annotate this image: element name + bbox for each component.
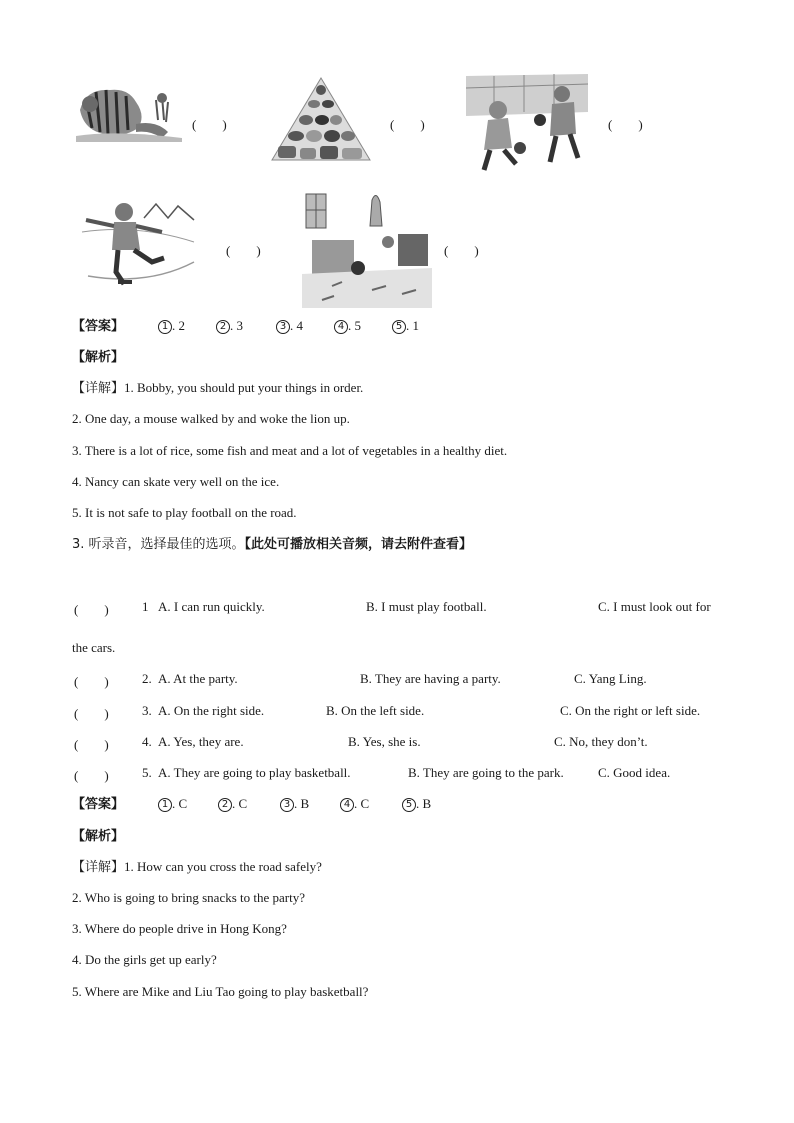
detail-line: 2. Who is going to bring snacks to the party? (72, 890, 306, 905)
tiger-lion-picture (76, 80, 182, 142)
option-b[interactable]: B. They are having a party. (360, 671, 501, 686)
option-a[interactable]: A. I can run quickly. (158, 599, 265, 614)
food-pyramid-picture (270, 76, 372, 164)
answer-item: 3 . 4 (276, 318, 303, 334)
question-number: 5. (142, 765, 152, 780)
picture-1-blank[interactable]: ( ) (192, 117, 227, 132)
option-b[interactable]: B. I must play football. (366, 599, 487, 614)
question-number: 2. (142, 671, 152, 686)
analysis-heading: 【解析】 (72, 829, 125, 844)
detail-line: 5. It is not safe to play football on the road. (72, 505, 297, 520)
question-number: 1 (142, 599, 149, 614)
option-c[interactable]: C. No, they don’t. (554, 734, 648, 749)
picture-4-blank[interactable]: ( ) (226, 243, 261, 258)
option-a[interactable]: A. Yes, they are. (158, 734, 244, 749)
option-a[interactable]: A. On the right side. (158, 703, 265, 718)
question-blank[interactable]: ( ) (74, 674, 109, 689)
question-blank[interactable]: ( ) (74, 602, 109, 617)
option-c[interactable]: C. Yang Ling. (574, 671, 647, 686)
detail-line: 【详解】1. Bobby, you should put your things in order. (72, 380, 364, 396)
detail-label: 【详解】 (72, 860, 125, 875)
picture-3-blank[interactable]: ( ) (608, 117, 643, 132)
detail-line: 3. Where do people drive in Hong Kong? (72, 921, 287, 936)
answer-item: 1 . 2 (158, 318, 185, 334)
answer-item: 5 . 1 (392, 318, 419, 334)
analysis-heading: 【解析】 (72, 350, 125, 365)
detail-line: 【详解】1. How can you cross the road safely? (72, 859, 322, 875)
answer-item: 1 . C (158, 796, 187, 812)
detail-line: 2. One day, a mouse walked by and woke the lion up. (72, 411, 350, 426)
question-blank[interactable]: ( ) (74, 768, 109, 783)
picture-2-blank[interactable]: ( ) (390, 117, 425, 132)
question-blank[interactable]: ( ) (74, 737, 109, 752)
option-a[interactable]: A. They are going to play basketball. (158, 765, 351, 780)
option-b[interactable]: B. On the left side. (326, 703, 425, 718)
option-c[interactable]: C. I must look out for (598, 599, 711, 614)
answer-row-2 (72, 796, 124, 813)
option-c-continued: the cars. (72, 640, 116, 655)
answer-label: 【答案】 (72, 319, 125, 334)
messy-room-picture (302, 190, 432, 308)
picture-5-blank[interactable]: ( ) (444, 243, 479, 258)
detail-label: 【详解】 (72, 381, 125, 396)
detail-line: 3. There is a lot of rice, some fish and meat and a lot of vegetables in a healthy diet. (72, 443, 508, 458)
detail-line: 5. Where are Mike and Liu Tao going to play basketball? (72, 984, 369, 999)
answer-item: 5 . B (402, 796, 431, 812)
answer-row-1 (72, 318, 124, 335)
option-c[interactable]: C. On the right or left side. (560, 703, 701, 718)
answer-item: 2 . 3 (216, 318, 243, 334)
skating-girl-picture (78, 196, 198, 292)
answer-item: 2 . C (218, 796, 247, 812)
option-b[interactable]: B. Yes, she is. (348, 734, 421, 749)
question-number: 4. (142, 734, 152, 749)
answer-item: 3 . B (280, 796, 309, 812)
option-b[interactable]: B. They are going to the park. (408, 765, 564, 780)
option-a[interactable]: A. At the party. (158, 671, 238, 686)
answer-label: 【答案】 (72, 797, 125, 812)
section-heading: 3. 听录音，选择最佳的选项。【此处可播放相关音频，请去附件查看】 (72, 537, 473, 552)
question-blank[interactable]: ( ) (74, 706, 109, 721)
answer-item: 4 . 5 (334, 318, 361, 334)
option-c[interactable]: C. Good idea. (598, 765, 671, 780)
detail-line: 4. Do the girls get up early? (72, 952, 217, 967)
question-number: 3. (142, 703, 152, 718)
answer-item: 4 . C (340, 796, 369, 812)
detail-line: 4. Nancy can skate very well on the ice. (72, 474, 280, 489)
football-boys-picture (464, 72, 590, 186)
